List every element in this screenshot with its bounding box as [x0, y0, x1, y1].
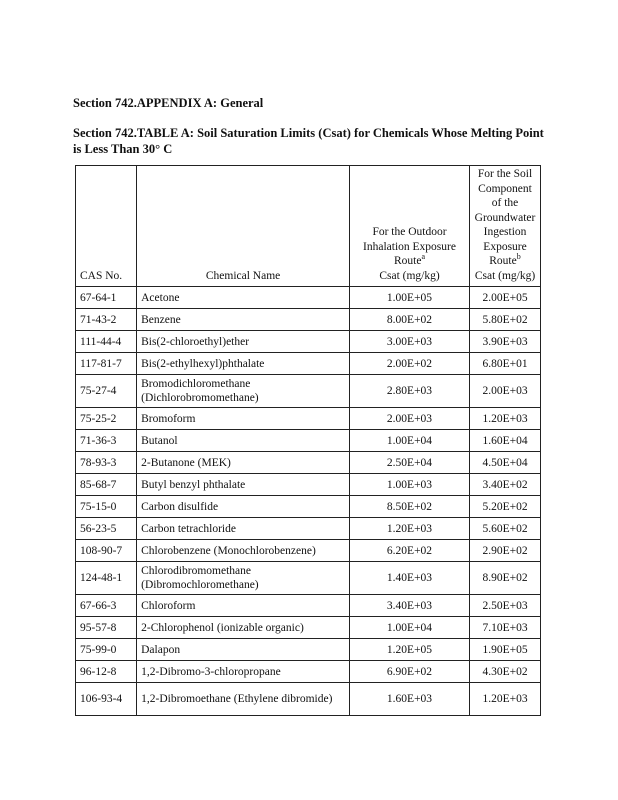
- table-row: [76, 661, 541, 683]
- chemical-name-cell: 1,2-Dibromo-3-chloropropane: [137, 661, 350, 683]
- header-groundwater-unit: Csat (mg/kg): [474, 269, 536, 282]
- header-groundwater-footnote: b: [516, 252, 521, 262]
- cas-cell: 67-64-1: [76, 287, 137, 309]
- table-row: [76, 518, 541, 540]
- groundwater-value-cell: 3.40E+02: [470, 474, 541, 496]
- groundwater-value-cell: 5.20E+02: [470, 496, 541, 518]
- table-row: [76, 617, 541, 639]
- inhalation-value-cell: 8.00E+02: [349, 309, 469, 331]
- groundwater-value-cell: 5.80E+02: [470, 309, 541, 331]
- inhalation-value-cell: 1.00E+04: [349, 617, 469, 639]
- inhalation-value-cell: 8.50E+02: [349, 496, 469, 518]
- chemical-name-cell: Dalapon: [137, 639, 350, 661]
- cas-cell: 71-36-3: [76, 430, 137, 452]
- table-row: [76, 562, 541, 595]
- table-row: [76, 353, 541, 375]
- section-heading: Section 742.APPENDIX A: General: [73, 96, 264, 110]
- inhalation-value-cell: 1.40E+03: [349, 562, 469, 595]
- chemical-name-cell: Butyl benzyl phthalate: [137, 474, 350, 496]
- cas-cell: 67-66-3: [76, 595, 137, 617]
- cas-cell: 75-25-2: [76, 408, 137, 430]
- inhalation-value-cell: 1.20E+03: [349, 518, 469, 540]
- table-row: [76, 496, 541, 518]
- chemical-name-cell: 2-Chlorophenol (ionizable organic): [137, 617, 350, 639]
- table-row: [76, 331, 541, 353]
- table-row: [76, 408, 541, 430]
- groundwater-value-cell: 2.90E+02: [470, 540, 541, 562]
- header-inhalation: [349, 166, 469, 287]
- cas-cell: 75-15-0: [76, 496, 137, 518]
- table-row: [76, 639, 541, 661]
- inhalation-value-cell: 2.50E+04: [349, 452, 469, 474]
- inhalation-value-cell: 6.90E+02: [349, 661, 469, 683]
- table-row: [76, 595, 541, 617]
- header-groundwater: [470, 166, 541, 287]
- groundwater-value-cell: 1.60E+04: [470, 430, 541, 452]
- header-inhalation-unit: Csat (mg/kg): [379, 269, 440, 282]
- groundwater-value-cell: 1.20E+03: [470, 683, 541, 716]
- table-row: [76, 375, 541, 408]
- groundwater-value-cell: 8.90E+02: [470, 562, 541, 595]
- groundwater-value-cell: 1.20E+03: [470, 408, 541, 430]
- chemical-name-cell: 1,2-Dibromoethane (Ethylene dibromide): [137, 683, 350, 716]
- chemical-name-cell: Bromodichloromethane (Dichlorobromomethane): [137, 375, 350, 408]
- chemical-name-cell: Benzene: [137, 309, 350, 331]
- table-row: [76, 452, 541, 474]
- cas-cell: 106-93-4: [76, 683, 137, 716]
- inhalation-value-cell: 1.00E+04: [349, 430, 469, 452]
- chemical-name-cell: Carbon tetrachloride: [137, 518, 350, 540]
- chemical-name-cell: Bromoform: [137, 408, 350, 430]
- groundwater-value-cell: 7.10E+03: [470, 617, 541, 639]
- header-groundwater-label: For the Soil Component of the Groundwater Ingestion Exposure Route: [474, 168, 536, 267]
- cas-cell: 78-93-3: [76, 452, 137, 474]
- cas-cell: 111-44-4: [76, 331, 137, 353]
- cas-cell: 96-12-8: [76, 661, 137, 683]
- inhalation-value-cell: 3.00E+03: [349, 331, 469, 353]
- table-row: [76, 683, 541, 716]
- chemical-name-cell: Chloroform: [137, 595, 350, 617]
- inhalation-value-cell: 1.60E+03: [349, 683, 469, 716]
- table-header-row: [76, 166, 541, 287]
- header-inhalation-label: For the Outdoor Inhalation Exposure Route: [363, 226, 456, 267]
- chemical-name-cell: Acetone: [137, 287, 350, 309]
- cas-cell: 75-99-0: [76, 639, 137, 661]
- cas-cell: 95-57-8: [76, 617, 137, 639]
- inhalation-value-cell: 1.00E+03: [349, 474, 469, 496]
- inhalation-value-cell: 1.20E+05: [349, 639, 469, 661]
- cas-cell: 56-23-5: [76, 518, 137, 540]
- inhalation-value-cell: 2.80E+03: [349, 375, 469, 408]
- chemical-name-cell: 2-Butanone (MEK): [137, 452, 350, 474]
- groundwater-value-cell: 5.60E+02: [470, 518, 541, 540]
- groundwater-value-cell: 2.50E+03: [470, 595, 541, 617]
- groundwater-value-cell: 1.90E+05: [470, 639, 541, 661]
- groundwater-value-cell: 4.30E+02: [470, 661, 541, 683]
- inhalation-value-cell: 6.20E+02: [349, 540, 469, 562]
- groundwater-value-cell: 6.80E+01: [470, 353, 541, 375]
- table-row: [76, 309, 541, 331]
- groundwater-value-cell: 3.90E+03: [470, 331, 541, 353]
- chemical-name-cell: Carbon disulfide: [137, 496, 350, 518]
- chemical-name-cell: Bis(2-chloroethyl)ether: [137, 331, 350, 353]
- inhalation-value-cell: 2.00E+02: [349, 353, 469, 375]
- cas-cell: 85-68-7: [76, 474, 137, 496]
- chemical-name-cell: Chlorodibromomethane (Dibromochloromethane): [137, 562, 350, 595]
- header-cas: CAS No.: [76, 166, 137, 287]
- chemical-name-cell: Chlorobenzene (Monochlorobenzene): [137, 540, 350, 562]
- inhalation-value-cell: 3.40E+03: [349, 595, 469, 617]
- groundwater-value-cell: 4.50E+04: [470, 452, 541, 474]
- groundwater-value-cell: 2.00E+03: [470, 375, 541, 408]
- inhalation-value-cell: 2.00E+03: [349, 408, 469, 430]
- header-inhalation-footnote: a: [421, 252, 426, 262]
- table-title: Section 742.TABLE A: Soil Saturation Limits (Csat) for Chemicals Whose Melting Point is Less Than 30° C: [73, 126, 544, 156]
- cas-cell: 117-81-7: [76, 353, 137, 375]
- cas-cell: 71-43-2: [76, 309, 137, 331]
- groundwater-value-cell: 2.00E+05: [470, 287, 541, 309]
- chemical-name-cell: Butanol: [137, 430, 350, 452]
- header-chemical-name: Chemical Name: [137, 166, 350, 287]
- table-row: [76, 287, 541, 309]
- chemical-name-cell: Bis(2-ethylhexyl)phthalate: [137, 353, 350, 375]
- cas-cell: 75-27-4: [76, 375, 137, 408]
- table-row: [76, 430, 541, 452]
- table-row: [76, 474, 541, 496]
- saturation-limits-table: [75, 165, 541, 716]
- table-row: [76, 540, 541, 562]
- cas-cell: 124-48-1: [76, 562, 137, 595]
- inhalation-value-cell: 1.00E+05: [349, 287, 469, 309]
- cas-cell: 108-90-7: [76, 540, 137, 562]
